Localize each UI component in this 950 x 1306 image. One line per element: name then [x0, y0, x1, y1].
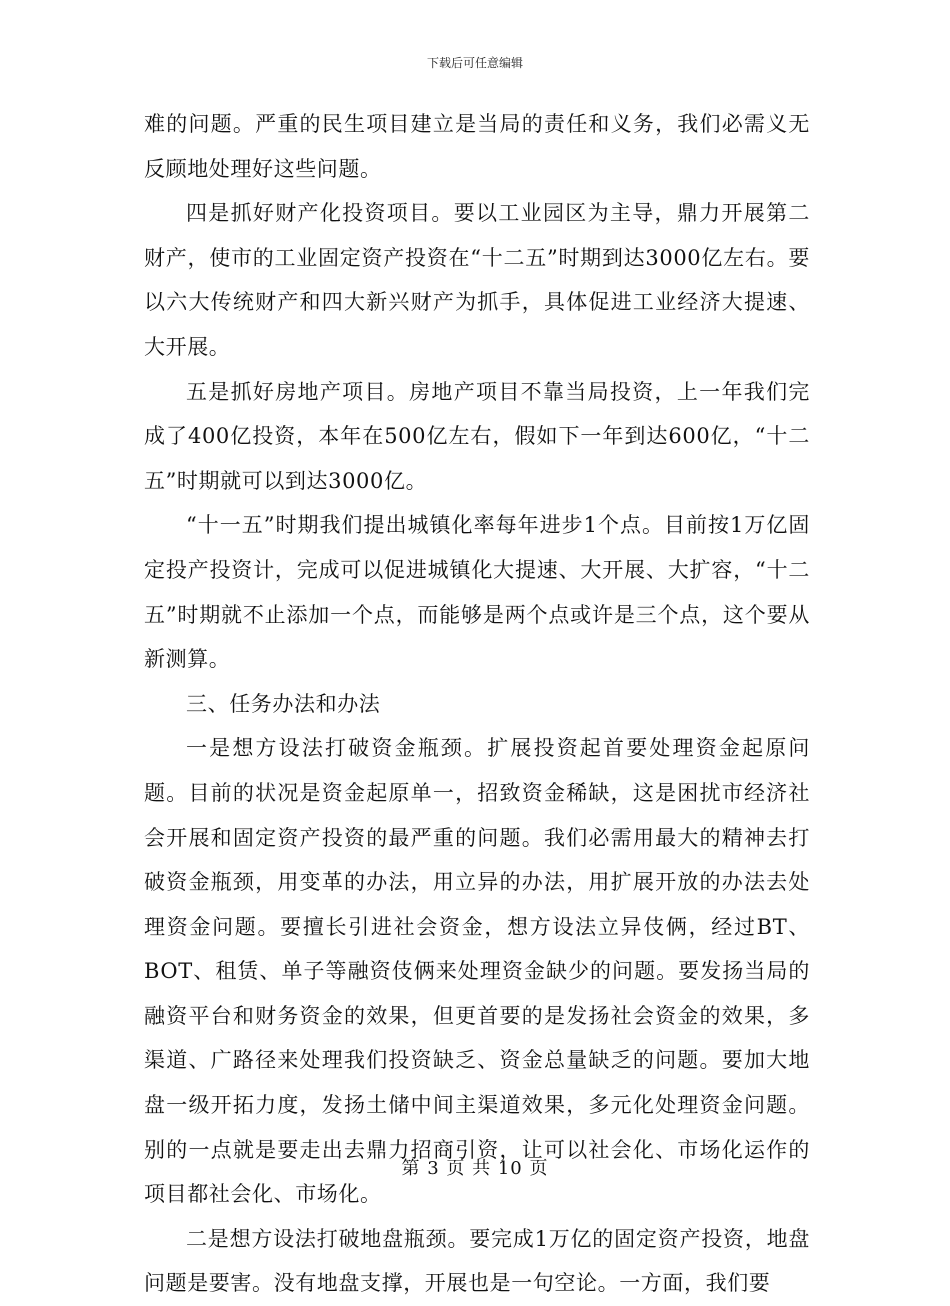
section-heading: 三、任务办法和办法: [186, 691, 381, 716]
paragraph-real-estate: 五是抓好房地产项目。房地产项目不靠当局投资，上一年我们完成了400亿投资，本年在500亿左右，假如下一年到达600亿，“十二五”时期就可以到达3000亿。: [144, 379, 810, 493]
paragraph-land: 二是想方设法打破地盘瓶颈。要完成1万亿的固定资产投资，地盘问题是要害。没有地盘支撑，开展也是一句空论。一方面，我们要: [144, 1226, 810, 1296]
page-header: 下载后可任意编辑: [426, 56, 523, 70]
paragraph-continuation: 难的问题。严重的民生项目建立是当局的责任和义务，我们必需义无反顾地处理好这些问题。: [144, 112, 810, 181]
document-body: [144, 102, 810, 1306]
page-footer: 第 3 页 共 10 页: [401, 1158, 549, 1179]
paragraph-industrial-projects: 四是抓好财产化投资项目。要以工业园区为主导，鼎力开展第二财产，使市的工业固定资产投资在“十二五”时期到达3000亿左右。要以六大传统财产和四大新兴财产为抓手，具体促进工业经济大提速、大开展。: [144, 201, 810, 359]
paragraph-urbanization: “十一五”时期我们提出城镇化率每年进步1个点。目前按1万亿固定投产投资计，完成可以促进城镇化大提速、大开展、大扩容，“十二五”时期就不止添加一个点，而能够是两个点或许是三个点，这个要从新测算。: [144, 513, 810, 672]
paragraph-funding: 一是想方设法打破资金瓶颈。扩展投资起首要处理资金起原问题。目前的状况是资金起原单一，招致资金稀缺，这是困扰市经济社会开展和固定资产投资的最严重的问题。我们必需用最大的精神去打破资金瓶颈，用变革的办法，用立异的办法，用扩展开放的办法去处理资金问题。要擅长引进社会资金，想方设法立异伎俩，经过BT、BOT、租赁、单子等融资伎俩来处理资金缺少的问题。要发扬当局的融资平台和财务资金的效果，但更首要的是发扬社会资金的效果，多渠道、广路径来处理我们投资缺乏、资金总量缺乏的问题。要加大地盘一级开拓力度，发扬土储中间主渠道效果，多元化处理资金问题。别的一点就是要走出去鼎力招商引资，让可以社会化、市场化运作的项目都社会化、市场化。: [144, 736, 810, 1207]
